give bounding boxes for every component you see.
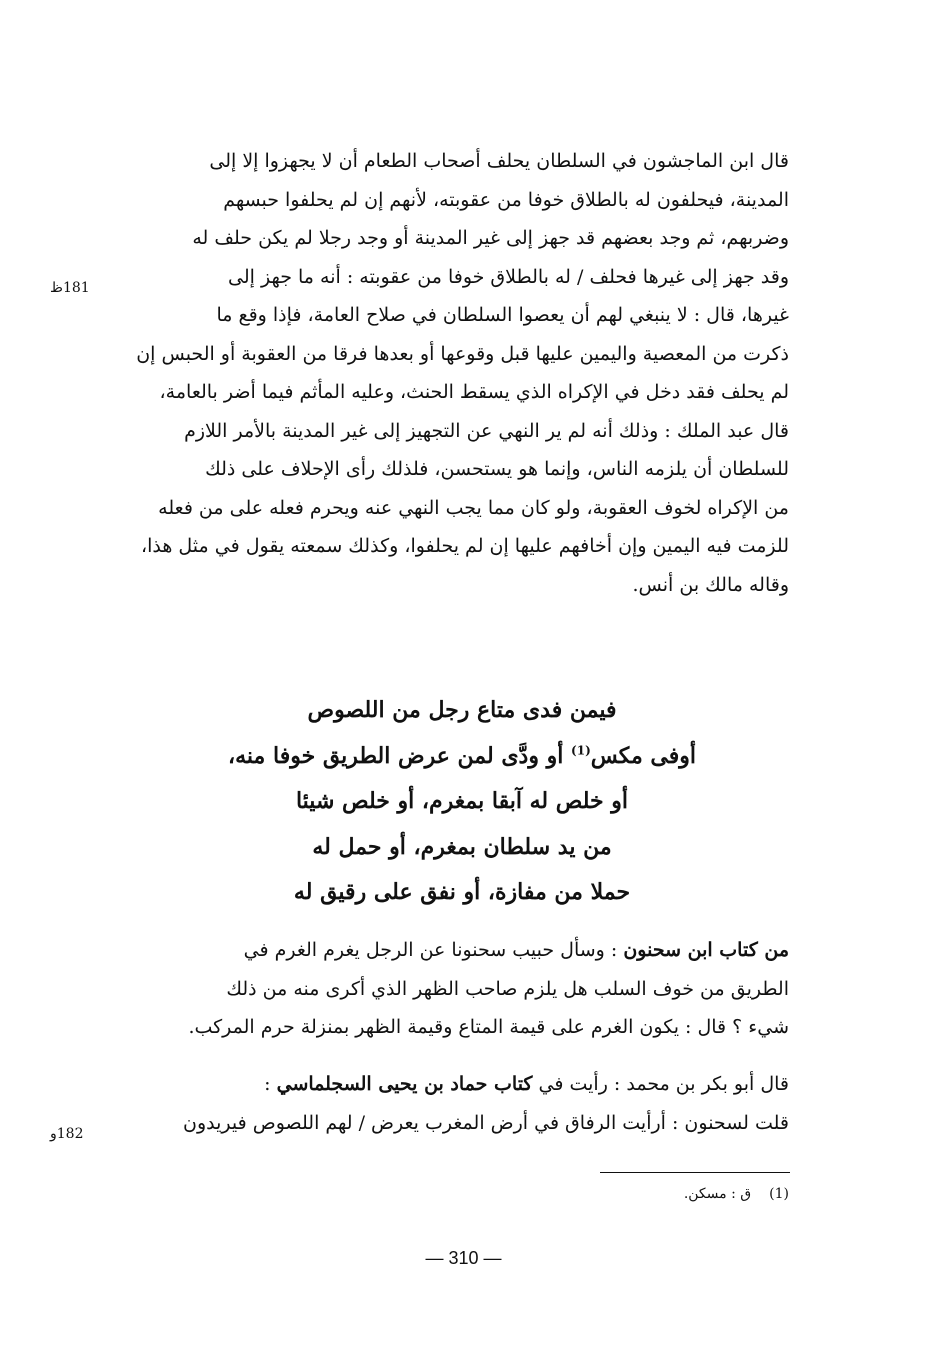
text-line: قال ابن الماجشون في السلطان يحلف أصحاب الطعام أن لا يجهزوا إلا إلى [209, 150, 789, 172]
source-title: كتاب حماد بن يحيى السجلماسي [276, 1073, 533, 1095]
heading-line-part: أو ودَّى لمن عرض الطريق خوفا منه، [228, 742, 572, 769]
text-line: قلت لسحنون : أرأيت الرفاق في أرض المغرب يعرض / لهم اللصوص فيريدون [183, 1111, 789, 1134]
text-line: للسلطان أن يلزمه الناس، وإنما هو يستحسن، فلذلك رأى الإحلاف على ذلك [205, 458, 789, 480]
text-line: وقاله مالك بن أنس. [632, 573, 789, 596]
text-line [125, 931, 789, 970]
heading-line-part: أوفى مكس [590, 742, 696, 769]
paragraph-abu-bakr [125, 1065, 789, 1142]
text-line: الطريق من خوف السلب هل يلزم صاحب الظهر الذي أكرى منه من ذلك [226, 977, 789, 1000]
text-fragment: : وسأل حبيب سحنونا عن الرجل يغرم الغرم في [243, 939, 624, 961]
heading-line: من يد سلطان بمغرم، أو حمل له [312, 833, 612, 860]
footnote-text: ق : مسكن. [683, 1186, 752, 1202]
text-line: وضربهم، ثم وجد بعضهم قد جهز إلى غير المدينة أو وجد رجلا لم يكن حلف له [192, 227, 789, 249]
text-line: للزمت فيه اليمين وإن أخافهم عليها إن لم يحلفوا، وكذلك سمعته يقول في مثل هذا، [140, 535, 789, 557]
text-line: شيء ؟ قال : يكون الغرم على قيمة المتاع وقيمة الظهر بمنزلة حرم المركب. [188, 1016, 789, 1038]
paragraph-ibn-sahnun [125, 931, 789, 1047]
margin-folio-note: 181ظ [50, 280, 90, 296]
text-line: وقد جهز إلى غيرها فحلف / له بالطلاق خوفا من عقوبته : أنه ما جهز إلى [228, 265, 789, 288]
text-line: قال عبد الملك : وذلك أنه لم ير النهي عن التجهيز إلى غير المدينة بالأمر اللازم [184, 419, 789, 442]
page-number: — 310 — [425, 1248, 502, 1268]
footnote-divider [600, 1172, 790, 1173]
footnote [489, 1186, 789, 1202]
text-line: لم يحلف فقد دخل في الإكراه الذي يسقط الحنث، وعليه المأثم فيما أضر بالعامة، [159, 381, 789, 403]
footnote-number: (1) [769, 1186, 789, 1202]
text-line: ذكرت من المعصية واليمين عليها قبل وقوعها أو بعدها فرقا من العقوبة أو الحبس إن [136, 342, 789, 365]
heading-line [130, 734, 794, 780]
text-line: من الإكراه لخوف العقوبة، ولو كان مما يجب النهي عنه ويحرم فعله على من فعله [158, 496, 789, 519]
source-title: من كتاب ابن سحنون [623, 939, 789, 961]
text-line: غيرها، قال : لا ينبغي لهم أن يعصوا السلطان في صلاح العامة، فإذا وقع ما [216, 304, 789, 326]
text-fragment: : [264, 1073, 277, 1095]
margin-folio-note: 182و [50, 1126, 84, 1142]
text-line: المدينة، فيحلفون له بالطلاق خوفا من عقوبته، لأنهم إن لم يحلفوا حبسهم [223, 188, 789, 211]
text-fragment: قال أبو بكر بن محمد : رأيت في [532, 1073, 789, 1095]
footnote-marker: (1) [571, 743, 591, 758]
paragraph-ibn-majishun [125, 142, 789, 604]
heading-line: فيمن فدى متاع رجل من اللصوص [307, 697, 617, 723]
heading-line: أو خلص له آبقا بمغرم، أو خلص شيئا [295, 788, 629, 814]
heading-line: حملا من مفازة، أو نفق على رقيق له [293, 879, 631, 905]
section-heading [130, 688, 794, 916]
text-line [125, 1065, 789, 1104]
